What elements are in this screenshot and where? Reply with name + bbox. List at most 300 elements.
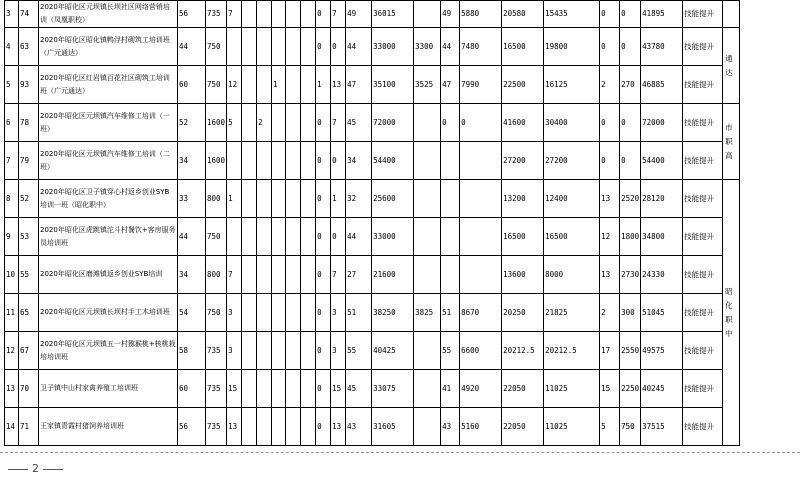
cell-a: 52: [178, 104, 206, 142]
cell-h: [301, 180, 316, 218]
cell-a: 44: [178, 218, 206, 256]
cell-p: 13600: [502, 256, 544, 294]
cell-name: 2020年昭化区磨滩镇返乡创业SYB培训: [39, 256, 178, 294]
cell-o: 0: [460, 104, 502, 142]
cell-n: 47: [441, 66, 460, 104]
cell-name: 2020年昭化区元坝镇汽车维修工培训（一班）: [39, 104, 178, 142]
cell-l: 33075: [372, 370, 414, 408]
cell-b: 1600: [206, 142, 227, 180]
cell-e: [257, 142, 272, 180]
cell-e: [257, 294, 272, 332]
cell-s: 2730: [620, 256, 641, 294]
cell-idx: 5: [5, 66, 19, 104]
cell-m: [414, 370, 441, 408]
cell-c: 5: [227, 104, 242, 142]
cell-t: 28120: [641, 180, 683, 218]
cell-u: 技能提升: [683, 370, 723, 408]
cell-no: 79: [19, 142, 39, 180]
cell-e: 2: [257, 104, 272, 142]
cell-l: 33000: [372, 28, 414, 66]
cell-o: [460, 218, 502, 256]
cell-k: 45: [346, 104, 372, 142]
cell-b: 750: [206, 66, 227, 104]
cell-a: 58: [178, 332, 206, 370]
cell-k: 47: [346, 66, 372, 104]
cell-e: [257, 66, 272, 104]
cell-n: 49: [441, 1, 460, 28]
cell-i: 0: [316, 1, 331, 28]
cell-o: 5160: [460, 408, 502, 446]
cell-k: 55: [346, 332, 372, 370]
cell-f: [272, 104, 286, 142]
cell-d: [242, 294, 257, 332]
cell-q: 11025: [544, 408, 600, 446]
cell-t: 46885: [641, 66, 683, 104]
cell-t: 37515: [641, 408, 683, 446]
table-row: [5, 28, 740, 66]
cell-f: [272, 332, 286, 370]
cell-h: [301, 218, 316, 256]
cell-c: [227, 142, 242, 180]
merged-unit-tongda: 通达: [723, 28, 740, 104]
cell-s: 2520: [620, 180, 641, 218]
cell-b: 750: [206, 218, 227, 256]
cell-u: 技能提升: [683, 218, 723, 256]
cell-p: 27200: [502, 142, 544, 180]
cell-r: 12: [600, 218, 620, 256]
cell-k: 32: [346, 180, 372, 218]
cell-name: 王家镇青霞村猪饲养培训班: [39, 408, 178, 446]
cell-n: 44: [441, 28, 460, 66]
cell-no: 74: [19, 1, 39, 28]
cell-q: 8000: [544, 256, 600, 294]
cell-c: 3: [227, 294, 242, 332]
cell-f: [272, 180, 286, 218]
cell-o: 7990: [460, 66, 502, 104]
cell-g: [286, 180, 301, 218]
cell-r: 0: [600, 28, 620, 66]
cell-no: 63: [19, 28, 39, 66]
cell-l: 40425: [372, 332, 414, 370]
cell-o: 8670: [460, 294, 502, 332]
cell-q: 15435: [544, 1, 600, 28]
table-row: [5, 256, 740, 294]
cell-i: 0: [316, 370, 331, 408]
cell-p: 22500: [502, 66, 544, 104]
cell-g: [286, 256, 301, 294]
cell-m: [414, 1, 441, 28]
cell-e: [257, 180, 272, 218]
cell-f: [272, 142, 286, 180]
cell-t: 72000: [641, 104, 683, 142]
cell-d: [242, 104, 257, 142]
cell-j: 7: [331, 256, 346, 294]
cell-j: 0: [331, 28, 346, 66]
cell-f: 1: [272, 66, 286, 104]
cell-no: 55: [19, 256, 39, 294]
cell-t: 34800: [641, 218, 683, 256]
cell-k: 43: [346, 408, 372, 446]
cell-n: 51: [441, 294, 460, 332]
cell-q: 21825: [544, 294, 600, 332]
cell-idx: 12: [5, 332, 19, 370]
cell-b: 735: [206, 408, 227, 446]
cell-p: 20212.5: [502, 332, 544, 370]
cell-p: 41600: [502, 104, 544, 142]
cell-idx: 9: [5, 218, 19, 256]
cell-name: 2020年昭化区元坝镇汽车维修工培训（二班）: [39, 142, 178, 180]
cell-c: 1: [227, 180, 242, 218]
cell-i: 0: [316, 332, 331, 370]
cell-c: 7: [227, 1, 242, 28]
cell-d: [242, 256, 257, 294]
cell-l: 21600: [372, 256, 414, 294]
cell-a: 60: [178, 66, 206, 104]
cell-m: [414, 104, 441, 142]
cell-k: 49: [346, 1, 372, 28]
cell-p: 22050: [502, 408, 544, 446]
cell-q: 30400: [544, 104, 600, 142]
cell-t: 43780: [641, 28, 683, 66]
cell-g: [286, 104, 301, 142]
cell-m: 3825: [414, 294, 441, 332]
cell-idx: 13: [5, 370, 19, 408]
cell-m: [414, 218, 441, 256]
cell-f: [272, 1, 286, 28]
cell-i: 0: [316, 142, 331, 180]
cell-h: [301, 1, 316, 28]
merged-unit-zhaohua: 昭化职中: [723, 180, 740, 446]
cell-idx: 7: [5, 142, 19, 180]
cell-k: 51: [346, 294, 372, 332]
cell-name: 2020年昭化区红岩镇百花社区砌筑工培训班（广元通达）: [39, 66, 178, 104]
cell-p: 16500: [502, 218, 544, 256]
cell-r: 13: [600, 180, 620, 218]
cell-f: [272, 28, 286, 66]
cell-no: 67: [19, 332, 39, 370]
cell-h: [301, 66, 316, 104]
cell-l: 31605: [372, 408, 414, 446]
cell-idx: 3: [5, 1, 19, 28]
cell-g: [286, 142, 301, 180]
cell-r: 0: [600, 1, 620, 28]
cell-r: 15: [600, 370, 620, 408]
cell-h: [301, 256, 316, 294]
cell-l: 36015: [372, 1, 414, 28]
cell-idx: 6: [5, 104, 19, 142]
table-row: [5, 332, 740, 370]
cell-u: 技能提升: [683, 1, 723, 28]
table-row: [5, 370, 740, 408]
cell-h: [301, 332, 316, 370]
cell-b: 1600: [206, 104, 227, 142]
cell-d: [242, 28, 257, 66]
cell-b: 735: [206, 370, 227, 408]
cell-l: 35100: [372, 66, 414, 104]
cell-e: [257, 1, 272, 28]
cell-idx: 14: [5, 408, 19, 446]
cell-s: 0: [620, 28, 641, 66]
cell-e: [257, 28, 272, 66]
cell-q: 11025: [544, 370, 600, 408]
cell-name: 卫子镇中山村家禽养殖工培训班: [39, 370, 178, 408]
cell-j: 1: [331, 180, 346, 218]
cell-c: 3: [227, 332, 242, 370]
cell-f: [272, 294, 286, 332]
cell-i: 1: [316, 66, 331, 104]
cell-r: 0: [600, 142, 620, 180]
cell-j: 0: [331, 218, 346, 256]
cell-no: 78: [19, 104, 39, 142]
cell-l: 54400: [372, 142, 414, 180]
cell-b: 735: [206, 1, 227, 28]
cell-idx: 10: [5, 256, 19, 294]
cell-n: [441, 142, 460, 180]
cell-p: 20250: [502, 294, 544, 332]
cell-n: 43: [441, 408, 460, 446]
cell-m: [414, 332, 441, 370]
cell-s: 0: [620, 1, 641, 28]
cell-j: 3: [331, 332, 346, 370]
cell-g: [286, 1, 301, 28]
cell-e: [257, 370, 272, 408]
cell-c: 7: [227, 256, 242, 294]
cell-u: 技能提升: [683, 294, 723, 332]
cell-c: [227, 218, 242, 256]
empty-merged-cell: [723, 1, 740, 28]
table-row: [5, 294, 740, 332]
cell-n: [441, 218, 460, 256]
cell-r: 2: [600, 66, 620, 104]
cell-n: 41: [441, 370, 460, 408]
cell-j: 7: [331, 1, 346, 28]
cell-p: 22050: [502, 370, 544, 408]
cell-s: 1800: [620, 218, 641, 256]
cell-name: 2020年昭化区元坝镇长坝村手工木培训班: [39, 294, 178, 332]
cell-j: 0: [331, 142, 346, 180]
cell-no: 93: [19, 66, 39, 104]
cell-u: 技能提升: [683, 408, 723, 446]
cell-m: [414, 180, 441, 218]
cell-l: 33000: [372, 218, 414, 256]
cell-g: [286, 66, 301, 104]
table-row: [5, 104, 740, 142]
cell-no: 71: [19, 408, 39, 446]
cell-a: 54: [178, 294, 206, 332]
cell-r: 13: [600, 256, 620, 294]
cell-d: [242, 332, 257, 370]
cell-n: [441, 180, 460, 218]
cell-t: 54400: [641, 142, 683, 180]
cell-name: 2020年昭化区卫子镇穿心村返乡创业SYB培训一班（昭化职中）: [39, 180, 178, 218]
cell-c: 15: [227, 370, 242, 408]
cell-name: 2020年昭化区元坝镇五一村猕猴桃+核桃栽培培训班: [39, 332, 178, 370]
cell-j: 3: [331, 294, 346, 332]
cell-d: [242, 1, 257, 28]
cell-g: [286, 294, 301, 332]
cell-r: 17: [600, 332, 620, 370]
cell-b: 800: [206, 180, 227, 218]
cell-s: 2550: [620, 332, 641, 370]
cell-k: 44: [346, 28, 372, 66]
cell-h: [301, 370, 316, 408]
table-row: [5, 66, 740, 104]
cell-a: 44: [178, 28, 206, 66]
cell-h: [301, 104, 316, 142]
cell-l: 38250: [372, 294, 414, 332]
cell-f: [272, 408, 286, 446]
cell-l: 25600: [372, 180, 414, 218]
page-number: 2: [32, 462, 39, 475]
cell-k: 34: [346, 142, 372, 180]
cell-h: [301, 408, 316, 446]
cell-c: 12: [227, 66, 242, 104]
cell-p: 13200: [502, 180, 544, 218]
cell-d: [242, 142, 257, 180]
cell-p: 20580: [502, 1, 544, 28]
cell-h: [301, 28, 316, 66]
cell-g: [286, 408, 301, 446]
cell-d: [242, 218, 257, 256]
cell-d: [242, 180, 257, 218]
cell-i: 0: [316, 218, 331, 256]
cell-a: 56: [178, 408, 206, 446]
cell-b: 750: [206, 294, 227, 332]
cell-o: [460, 180, 502, 218]
page-footer: [4, 462, 67, 475]
cell-q: 16500: [544, 218, 600, 256]
cell-i: 0: [316, 294, 331, 332]
cell-n: 0: [441, 104, 460, 142]
cell-b: 735: [206, 332, 227, 370]
cell-p: 16500: [502, 28, 544, 66]
cell-r: 5: [600, 408, 620, 446]
table-row: [5, 142, 740, 180]
cell-u: 技能提升: [683, 332, 723, 370]
cell-t: 24330: [641, 256, 683, 294]
page-break-line: [0, 452, 800, 453]
cell-u: 技能提升: [683, 104, 723, 142]
cell-m: [414, 256, 441, 294]
cell-o: [460, 142, 502, 180]
table-row: [5, 408, 740, 446]
cell-no: 65: [19, 294, 39, 332]
cell-n: 55: [441, 332, 460, 370]
cell-k: 45: [346, 370, 372, 408]
cell-s: 0: [620, 142, 641, 180]
cell-r: 2: [600, 294, 620, 332]
cell-i: 0: [316, 408, 331, 446]
cell-g: [286, 28, 301, 66]
cell-name: 2020年昭化区元坝镇长坝社区网络营销培训（凤凰职校）: [39, 1, 178, 28]
cell-u: 技能提升: [683, 28, 723, 66]
cell-o: 4920: [460, 370, 502, 408]
cell-no: 70: [19, 370, 39, 408]
cell-i: 0: [316, 28, 331, 66]
cell-m: 3525: [414, 66, 441, 104]
cell-u: 技能提升: [683, 142, 723, 180]
cell-j: 13: [331, 408, 346, 446]
cell-idx: 11: [5, 294, 19, 332]
table-row: [5, 218, 740, 256]
cell-n: [441, 256, 460, 294]
cell-a: 60: [178, 370, 206, 408]
cell-e: [257, 256, 272, 294]
cell-o: 6600: [460, 332, 502, 370]
cell-a: 56: [178, 1, 206, 28]
cell-s: 750: [620, 408, 641, 446]
cell-m: [414, 408, 441, 446]
cell-u: 技能提升: [683, 66, 723, 104]
cell-r: 0: [600, 104, 620, 142]
cell-e: [257, 408, 272, 446]
cell-t: 41895: [641, 1, 683, 28]
cell-q: 27200: [544, 142, 600, 180]
cell-t: 49575: [641, 332, 683, 370]
cell-m: [414, 142, 441, 180]
cell-m: 3300: [414, 28, 441, 66]
cell-c: 13: [227, 408, 242, 446]
cell-i: 0: [316, 104, 331, 142]
cell-u: 技能提升: [683, 256, 723, 294]
cell-l: 72000: [372, 104, 414, 142]
cell-c: [227, 28, 242, 66]
cell-f: [272, 370, 286, 408]
cell-a: 34: [178, 142, 206, 180]
training-subsidy-table: [4, 0, 740, 446]
cell-u: 技能提升: [683, 180, 723, 218]
cell-k: 27: [346, 256, 372, 294]
cell-d: [242, 408, 257, 446]
cell-b: 750: [206, 28, 227, 66]
cell-b: 800: [206, 256, 227, 294]
cell-q: 12400: [544, 180, 600, 218]
cell-f: [272, 256, 286, 294]
cell-f: [272, 218, 286, 256]
table-row: [5, 1, 740, 28]
cell-q: 20212.5: [544, 332, 600, 370]
cell-h: [301, 294, 316, 332]
cell-g: [286, 332, 301, 370]
cell-s: 270: [620, 66, 641, 104]
cell-i: 0: [316, 180, 331, 218]
cell-no: 53: [19, 218, 39, 256]
cell-d: [242, 66, 257, 104]
table-row: [5, 180, 740, 218]
cell-a: 33: [178, 180, 206, 218]
cell-g: [286, 218, 301, 256]
cell-e: [257, 332, 272, 370]
cell-i: 0: [316, 256, 331, 294]
cell-k: 44: [346, 218, 372, 256]
cell-o: 7480: [460, 28, 502, 66]
cell-q: 16125: [544, 66, 600, 104]
cell-o: [460, 256, 502, 294]
cell-t: 40245: [641, 370, 683, 408]
cell-s: 0: [620, 104, 641, 142]
cell-t: 51045: [641, 294, 683, 332]
cell-j: 7: [331, 104, 346, 142]
cell-h: [301, 142, 316, 180]
cell-g: [286, 370, 301, 408]
cell-no: 52: [19, 180, 39, 218]
cell-j: 13: [331, 66, 346, 104]
cell-j: 15: [331, 370, 346, 408]
cell-name: 2020年昭化区虎跳镇沱斗村餐饮+客房服务员培训班: [39, 218, 178, 256]
cell-e: [257, 218, 272, 256]
cell-q: 19800: [544, 28, 600, 66]
cell-idx: 8: [5, 180, 19, 218]
